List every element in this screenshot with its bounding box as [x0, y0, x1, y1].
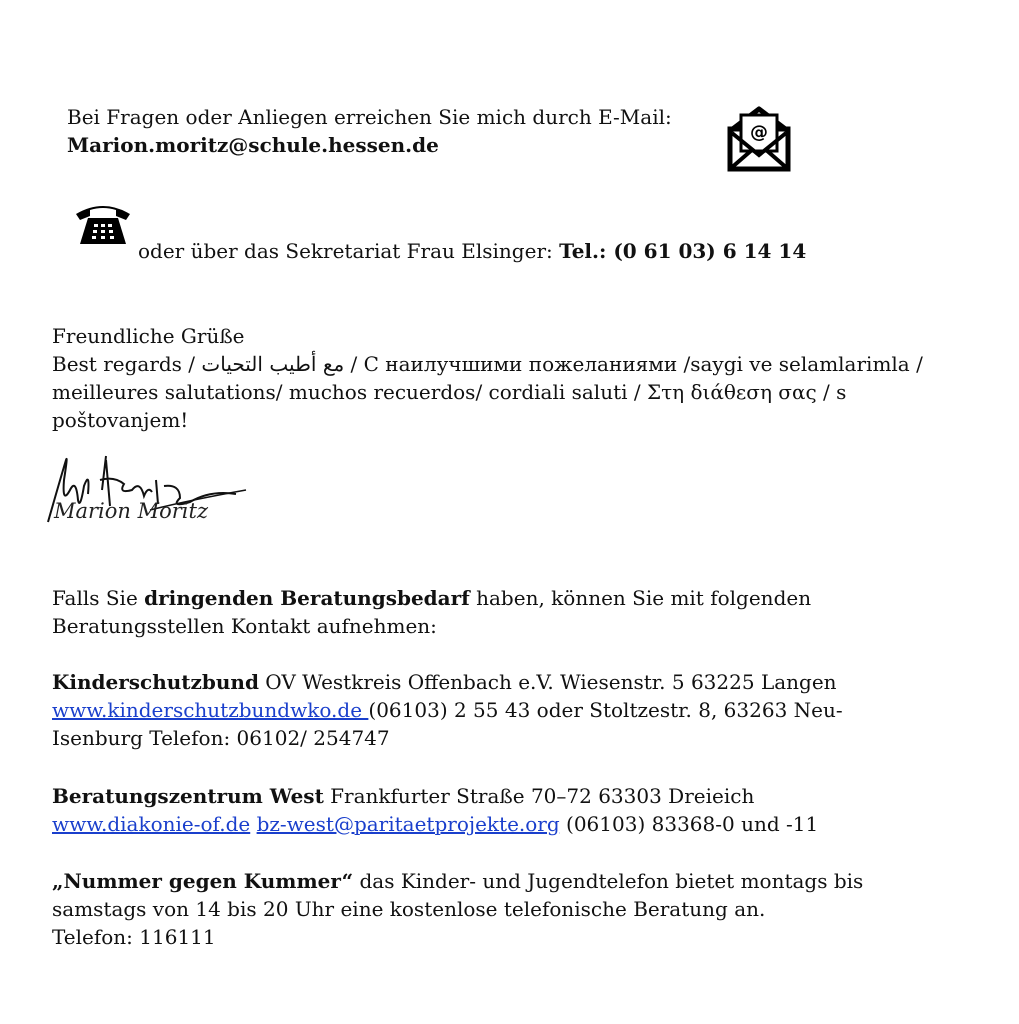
nummer-description: das Kinder- und Jugendtelefon bietet montags bis — [353, 869, 864, 893]
phone-number: Tel.: (0 61 03) 6 14 14 — [559, 239, 807, 263]
nummer-line-2: samstags von 14 bis 20 Uhr eine kostenlose telefonische Beratung an. — [52, 897, 766, 921]
email-address[interactable]: Marion.moritz@schule.hessen.de — [67, 133, 439, 157]
multilingual-regards: Best regards / مع أطيب التحيات / С наилучшими пожеланиями /saygi ve selamlarimla / — [52, 352, 923, 376]
signature-name: Marion Moritz — [54, 499, 209, 523]
beratungszentrum-line-2 — [52, 810, 952, 838]
urgent-line-2: Beratungsstellen Kontakt aufnehmen: — [52, 614, 437, 638]
urgent-pre: Falls Sie — [52, 586, 145, 610]
kinderschutzbund-phone: (06103) 2 55 43 oder Stoltzestr. 8, 63263 Neu- — [368, 698, 843, 722]
greeting-block — [52, 322, 952, 434]
email-intro: Bei Fragen oder Anliegen erreichen Sie mich durch E-Mail: — [67, 105, 672, 129]
urgent-bold: dringenden Beratungsbedarf — [144, 586, 470, 610]
beratungszentrum-phone: (06103) 83368-0 und -11 — [559, 812, 819, 836]
kinderschutzbund-line-2 — [52, 696, 952, 724]
kinderschutzbund-link[interactable]: www.kinderschutzbundwko.de — [52, 698, 369, 722]
nummer-phone: Telefon: 116111 — [52, 925, 216, 949]
nummer-line — [52, 867, 952, 895]
bz-west-email-link[interactable]: bz-west@paritaetprojekte.org — [256, 812, 560, 836]
kinderschutzbund-line-3: Isenburg Telefon: 06102/ 254747 — [52, 726, 390, 750]
kinderschutzbund-line — [52, 668, 952, 696]
urgent-block — [52, 584, 952, 640]
nummer-block — [52, 867, 952, 951]
kinderschutzbund-address: OV Westkreis Offenbach e.V. Wiesenstr. 5 63225 Langen — [258, 670, 837, 694]
diakonie-link[interactable]: www.diakonie-of.de — [52, 812, 251, 836]
beratungszentrum-address: Frankfurter Straße 70–72 63303 Dreieich — [323, 784, 755, 808]
multilingual-regards-3: poštovanjem! — [52, 408, 189, 432]
beratungszentrum-line — [52, 782, 952, 810]
urgent-post: haben, können Sie mit folgenden — [469, 586, 812, 610]
nummer-name: „Nummer gegen Kummer“ — [52, 869, 354, 893]
beratungszentrum-block — [52, 782, 952, 838]
beratungszentrum-name: Beratungszentrum West — [52, 784, 324, 808]
urgent-line — [52, 584, 952, 612]
multilingual-regards-2: meilleures salutations/ muchos recuerdos/ cordiali saluti / Στη διάθεση σας / s — [52, 380, 847, 404]
telephone-icon — [74, 200, 132, 246]
svg-text:@: @ — [750, 122, 768, 143]
kinderschutzbund-name: Kinderschutzbund — [52, 670, 259, 694]
kinderschutzbund-block — [52, 668, 952, 752]
greeting-line: Freundliche Grüße — [52, 324, 245, 348]
secretary-text: oder über das Sekretariat Frau Elsinger: — [138, 239, 553, 263]
email-envelope-icon — [727, 105, 791, 173]
secretary-line — [138, 237, 806, 265]
